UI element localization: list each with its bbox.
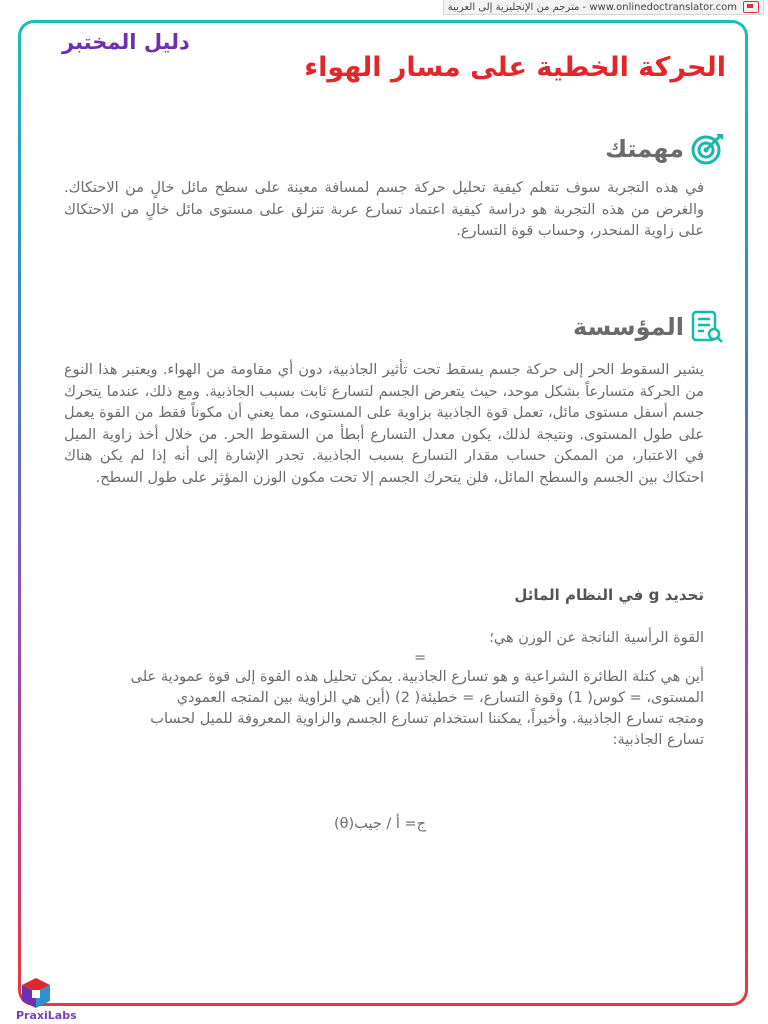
target-icon — [690, 132, 724, 166]
foundation-heading — [573, 310, 724, 344]
system-heading: تحديد g في النظام المائل — [514, 586, 704, 604]
translator-banner[interactable] — [443, 0, 764, 15]
foundation-text: يشير السقوط الحر إلى حركة جسم يسقط تحت تأثير الجاذبية، دون أي مقاومة من الهواء. ويعتبر هذا النوع من الحركة متسارعاً بشكل موحد، حيث يتعرض الجسم لتسارع ثابت بسبب الجاذبية. ومع ذلك، عندما يتحرك جسم أسفل مستوى مائل، تعمل قوة الجاذبية بزاوية على المستوى، مما يعني أن مكوناً فقط من القوة يعمل على طول المستوى. ونتيجة لذلك، يكون معدل التسارع أبطأ من السقوط الحر. من خلال أخذ زاوية الميل في الاعتبار، من الممكن حساب مقدار التسارع بسبب الجاذبية. تجدر الإشارة إلى أنه إذا لم يكن هناك احتكاك بين الجسم والسطح المائل، فلن يتحرك الجسم إلا تحت مكون الوزن المؤثر على طول السطح. — [64, 362, 704, 486]
page-title: الحركة الخطية على مسار الهواء — [304, 52, 726, 83]
foundation-heading-label: المؤسسة — [573, 313, 684, 341]
brand-title: دليل المختبر — [62, 30, 190, 54]
system-line-4: المستوى، = كوس( 1) وقوة التسارع، = خطيئة( 2) (أين هي الزاوية بين المتجه العمودي — [176, 690, 704, 706]
mission-heading-label: مهمتك — [605, 135, 684, 163]
mission-text: في هذه التجربة سوف تتعلم كيفية تحليل حركة جسم لمسافة معينة على سطح مائل خالٍ من الاحتكاك. والغرض من هذه التجربة هو دراسة كيفية اعتماد تسارع عربة تنزلق على مستوى مائل خالٍ من الاحتكاك على زاوية المنحدر، وحساب قوة التسارع. — [64, 180, 704, 239]
formula: ج= أ / جيب(θ) — [334, 816, 427, 832]
system-line-2: = — [414, 650, 427, 666]
system-line-3: أين هي كتلة الطائرة الشراعية و هو تسارع الجاذبية. يمكن تحليل هذه القوة إلى قوة عمودية على — [130, 669, 704, 685]
translator-banner-text[interactable]: www.onlinedoctranslator.com - مترجم من الإنجليزية إلى العربية — [447, 1, 737, 13]
footer-brand-a: Praxi — [16, 1009, 48, 1022]
system-line-1: القوة الرأسية الناتجة عن الوزن هي؛ — [489, 630, 704, 646]
system-line-5: ومتجه تسارع الجاذبية. وأخيراً، يمكننا استخدام تسارع الجسم والزاوية المعروفة للميل لحساب — [150, 711, 704, 727]
footer-brand — [16, 1009, 77, 1022]
page-frame — [18, 20, 748, 1006]
footer-brand-b: Labs — [47, 1009, 77, 1022]
system-line-6: تسارع الجاذبية: — [612, 732, 704, 748]
mission-heading — [605, 132, 724, 166]
translator-logo-icon — [743, 1, 759, 13]
document-search-icon — [690, 310, 724, 344]
